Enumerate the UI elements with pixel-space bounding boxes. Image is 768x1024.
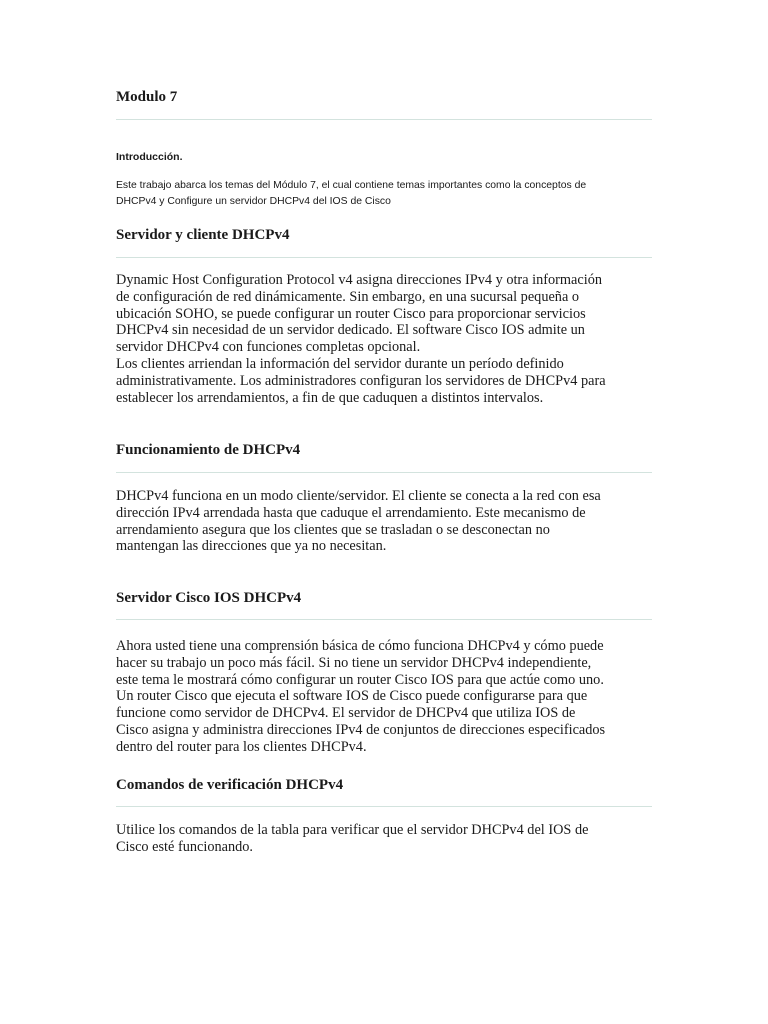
section-body-servidor-cliente: Dynamic Host Configuration Protocol v4 asigna direcciones IPv4 y otra información de configuración de red dinámicamente. Sin embargo, en una sucursal pequeña o ubicación SOHO, se puede configurar un router Cisco para proporcionar servicios DHCPv4 sin necesidad de un servidor dedicado. El software Cisco IOS admite un servidor DHCPv4 con funciones completas opcional. Los clientes arriendan la información del servidor durante un período definido administrativamente. Los administradores configuran los servidores de DHCPv4 para establecer los arrendamientos, a fin de que caduquen a distintos intervalos. bbox=[116, 272, 606, 406]
section-body-servidor-cisco: Ahora usted tiene una comprensión básica de cómo funciona DHCPv4 y cómo puede hacer su trabajo un poco más fácil. Si no tiene un servidor DHCPv4 independiente, este tema le mostrará cómo configurar un router Cisco IOS para que actúe como uno. Un router Cisco que ejecuta el software IOS de Cisco puede configurarse para que funcione como servidor de DHCPv4. El servidor de DHCPv4 que utiliza IOS de Cisco asigna y administra direcciones IPv4 de conjuntos de direcciones especificados dentro del router para los clientes DHCPv4. bbox=[116, 638, 606, 755]
intro-text: Este trabajo abarca los temas del Módulo 7, el cual contiene temas importantes como la conceptos de DHCPv4 y Configure un servidor DHCPv4 del IOS de Cisco bbox=[116, 180, 587, 207]
section-divider bbox=[116, 257, 652, 258]
section-heading-servidor-cliente: Servidor y cliente DHCPv4 bbox=[116, 227, 290, 243]
section-divider bbox=[116, 472, 652, 473]
section-divider bbox=[116, 806, 652, 807]
document-title: Modulo 7 bbox=[116, 89, 178, 105]
section-body-comandos: Utilice los comandos de la tabla para verificar que el servidor DHCPv4 del IOS de Cisco esté funcionando. bbox=[116, 822, 589, 855]
section-body-funcionamiento: DHCPv4 funciona en un modo cliente/servidor. El cliente se conecta a la red con esa dirección IPv4 arrendada hasta que caduque el arrendamiento. Este mecanismo de arrendamiento asegura que los clientes que se trasladan o se desconectan no mantengan las direcciones que ya no necesitan. bbox=[116, 488, 601, 555]
intro-label: Introducción. bbox=[116, 151, 183, 163]
section-heading-servidor-cisco: Servidor Cisco IOS DHCPv4 bbox=[116, 590, 302, 606]
section-divider bbox=[116, 619, 652, 620]
title-divider bbox=[116, 119, 652, 120]
section-heading-funcionamiento: Funcionamiento de DHCPv4 bbox=[116, 442, 301, 458]
section-heading-comandos: Comandos de verificación DHCPv4 bbox=[116, 777, 344, 793]
